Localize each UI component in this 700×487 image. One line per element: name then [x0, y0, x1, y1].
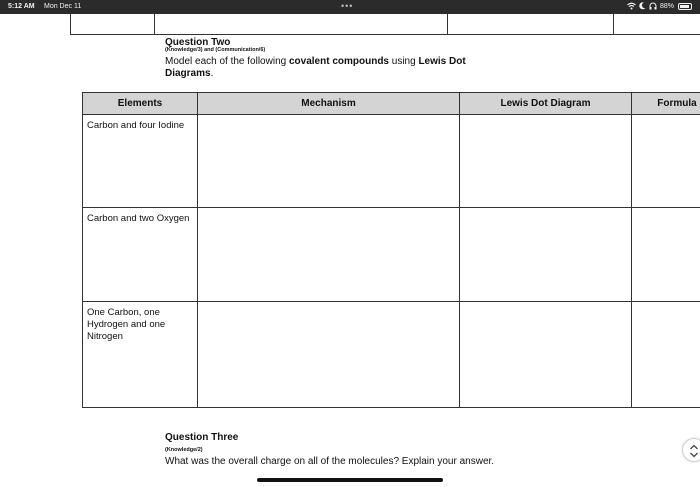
question-three-marks: (Knowledge/2) — [165, 447, 203, 453]
lewis-dot-table — [82, 92, 700, 408]
headphones-icon — [649, 2, 657, 10]
question-two-title: Question Two — [165, 37, 231, 48]
battery-icon — [678, 3, 692, 10]
instruction-keyword: covalent compounds — [288, 56, 389, 67]
column-header-mechanism: Mechanism — [198, 93, 460, 115]
previous-table-divider — [613, 14, 614, 35]
moon-icon — [639, 2, 646, 10]
wifi-icon — [627, 2, 636, 10]
instruction-keyword: Lewis Dot Diagrams — [165, 56, 466, 79]
table-row — [83, 115, 700, 208]
question-three-text: What was the overall charge on all of the molecules? Explain your answer. — [165, 456, 495, 467]
status-time: 5:12 AM — [8, 3, 35, 10]
mechanism-cell[interactable] — [198, 302, 460, 408]
previous-table-divider — [154, 14, 155, 35]
formula-cell[interactable] — [632, 302, 700, 408]
chevron-up-down-icon — [688, 443, 700, 459]
question-two-instruction — [165, 56, 505, 80]
element-cell: Carbon and four Iodine — [83, 115, 198, 208]
instruction-text: . — [210, 68, 214, 79]
lewis-dot-cell[interactable] — [460, 115, 632, 208]
table-row — [83, 208, 700, 302]
status-bar — [0, 0, 700, 14]
status-date: Mon Dec 11 — [44, 3, 82, 10]
question-two-marks: (Knowledge/3) and (Communication/6) — [165, 47, 266, 53]
multitasking-dots-icon[interactable]: ••• — [341, 1, 354, 11]
home-indicator[interactable] — [257, 478, 443, 482]
instruction-text: Model each of the following — [165, 56, 289, 67]
previous-table-fragment — [70, 14, 700, 35]
mechanism-cell[interactable] — [198, 208, 460, 302]
table-header-row — [83, 93, 700, 115]
page-navigation-button[interactable] — [682, 438, 700, 462]
table-row — [83, 302, 700, 408]
column-header-elements: Elements — [83, 93, 198, 115]
element-cell: One Carbon, one Hydrogen and one Nitrogen — [83, 302, 198, 408]
lewis-dot-cell[interactable] — [460, 302, 632, 408]
instruction-text: using — [388, 56, 419, 67]
mechanism-cell[interactable] — [198, 115, 460, 208]
column-header-formula: Formula — [632, 93, 700, 115]
lewis-dot-cell[interactable] — [460, 208, 632, 302]
formula-cell[interactable] — [632, 208, 700, 302]
element-cell: Carbon and two Oxygen — [83, 208, 198, 302]
formula-cell[interactable] — [632, 115, 700, 208]
status-indicators — [627, 2, 692, 10]
battery-fill — [680, 5, 689, 8]
battery-percent: 88% — [660, 2, 675, 10]
previous-table-divider — [447, 14, 448, 35]
column-header-lewis-dot-diagram: Lewis Dot Diagram — [460, 93, 632, 115]
question-three-title: Question Three — [165, 432, 239, 443]
